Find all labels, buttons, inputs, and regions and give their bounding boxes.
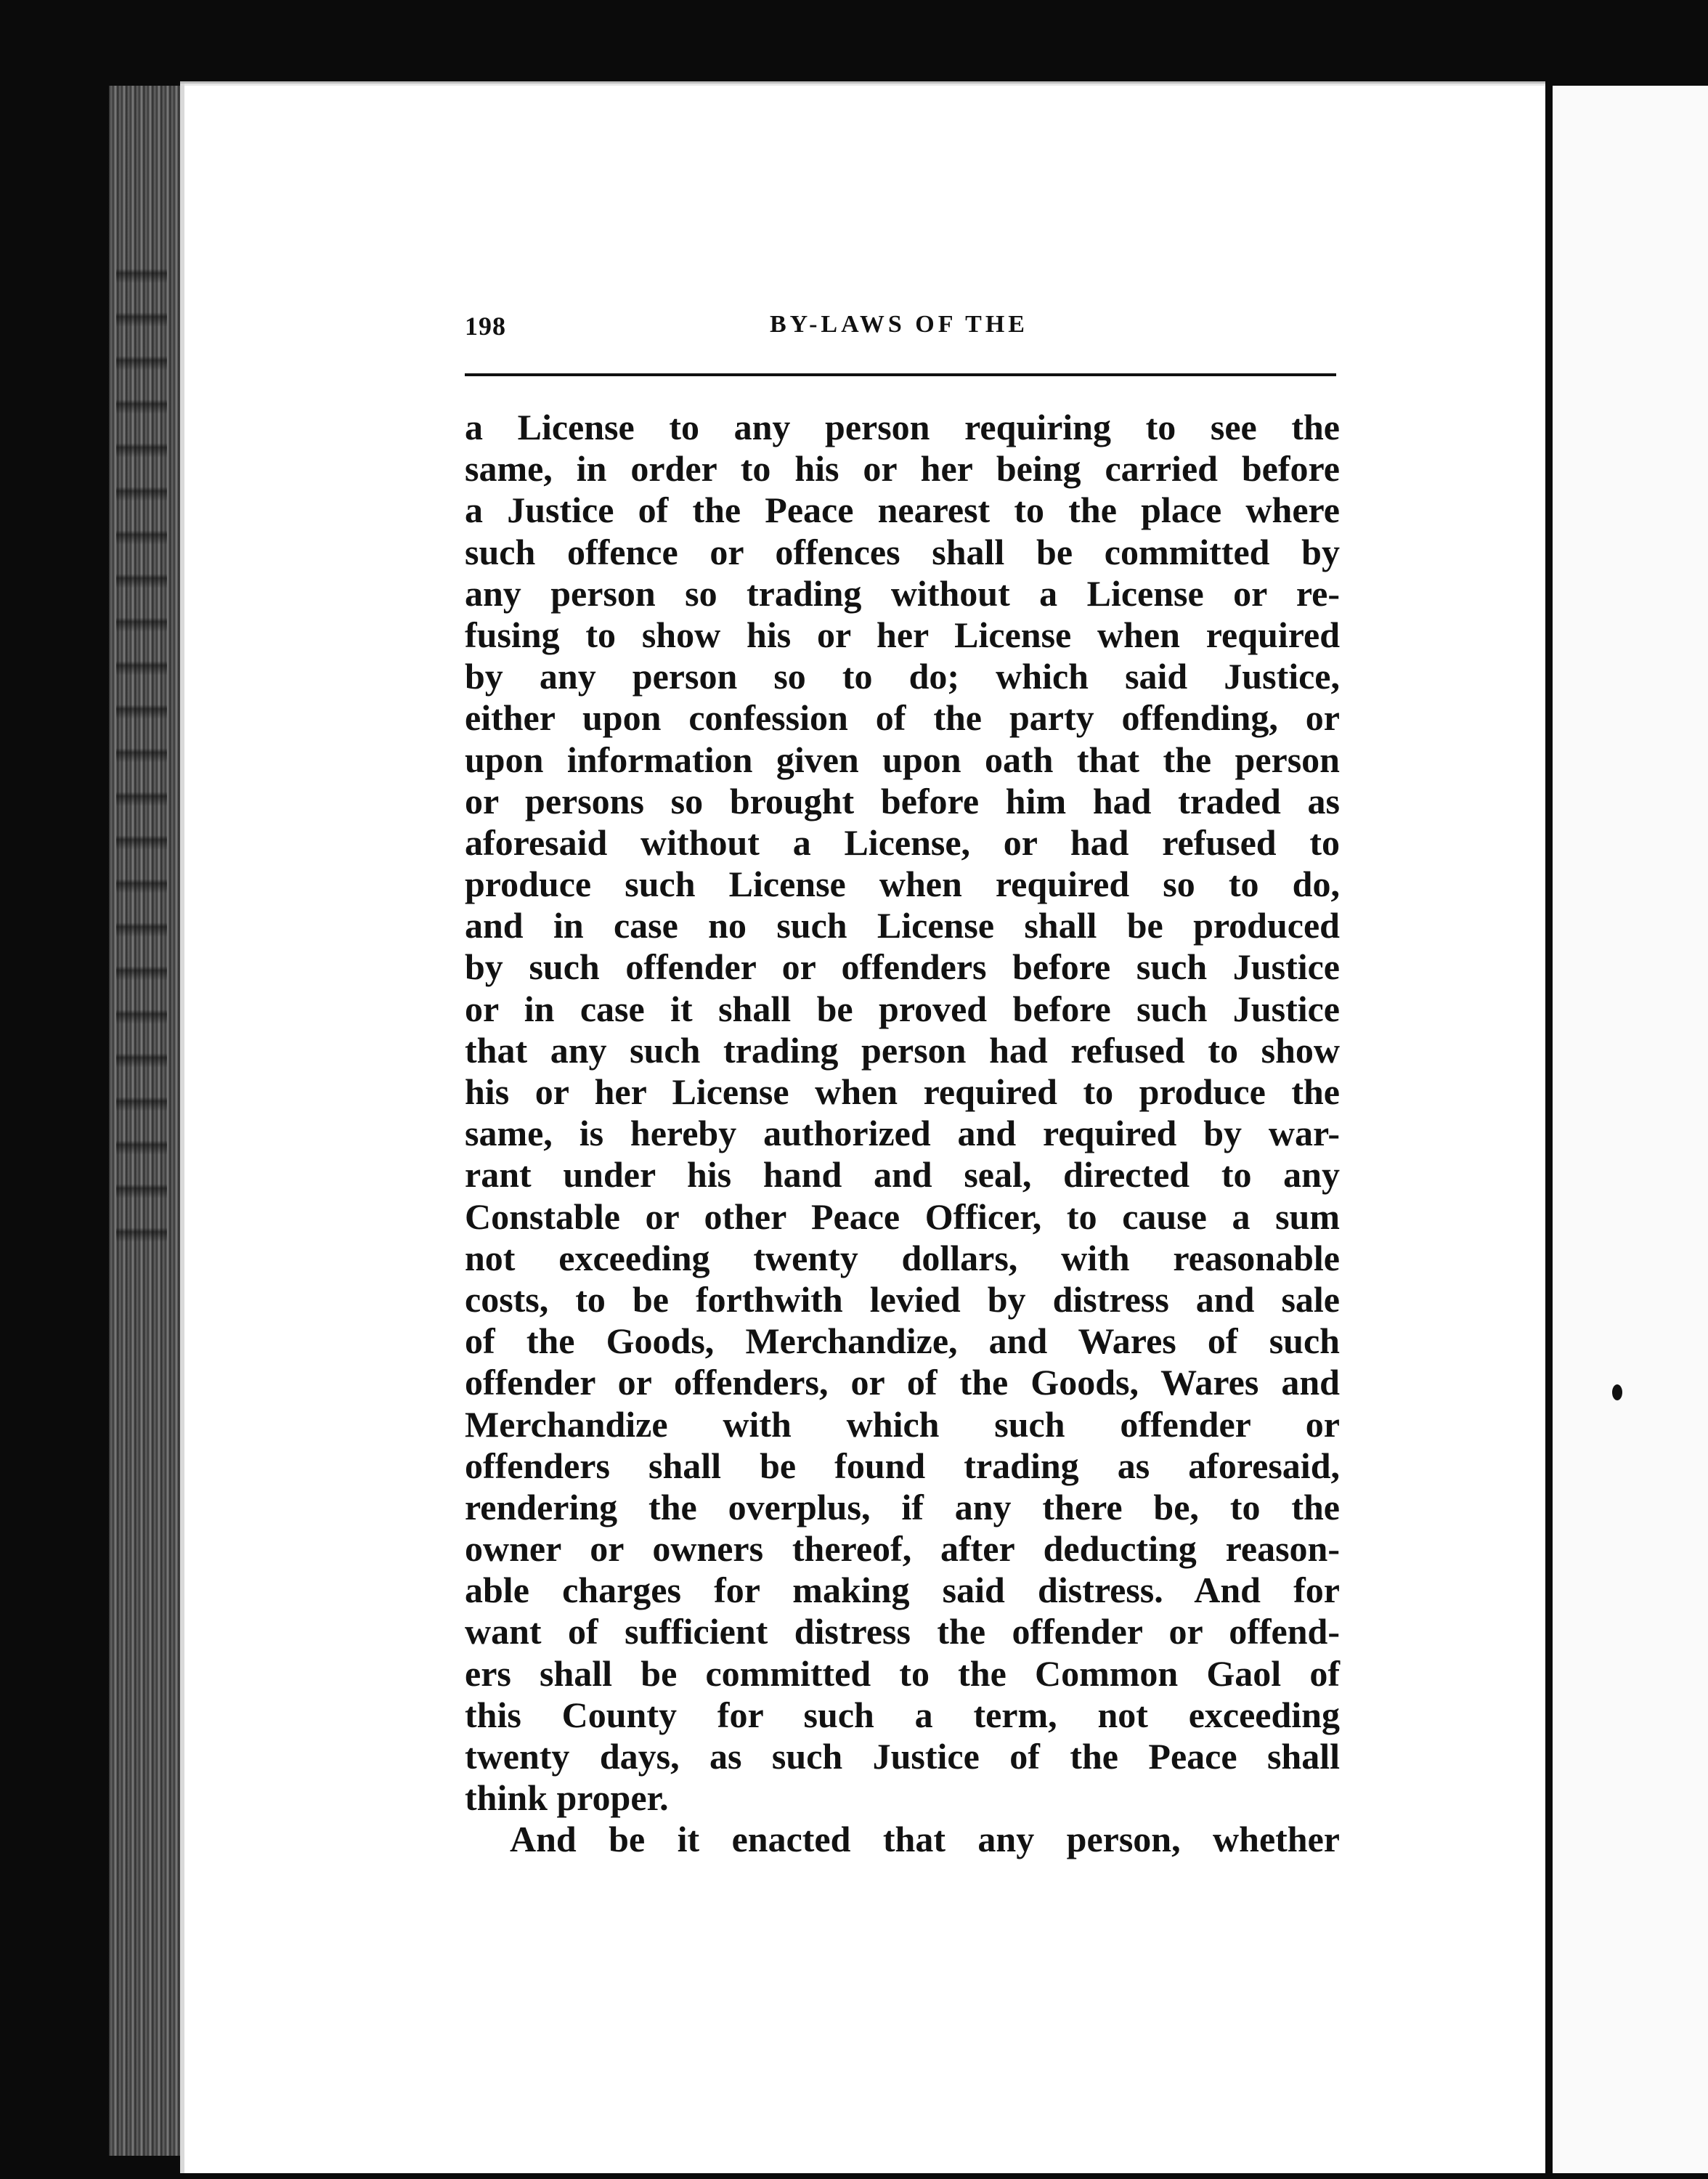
- text-line: any person so trading without a License or re-: [465, 572, 1340, 614]
- running-head: [465, 311, 1336, 347]
- text-line: rant under his hand and seal, directed to any: [465, 1154, 1340, 1196]
- text-line: that any such trading person had refused to show: [465, 1029, 1340, 1071]
- text-line: want of sufficient distress the offender or offend-: [465, 1611, 1340, 1652]
- text-line: by any person so to do; which said Justice,: [465, 656, 1340, 697]
- body-text: [465, 407, 1340, 1861]
- text-line: produce such License when required so to do,: [465, 864, 1340, 905]
- text-line-paragraph-end: think proper.: [465, 1777, 669, 1819]
- text-line: same, in order to his or her being carried before: [465, 448, 1340, 490]
- text-line: such offence or offences shall be committed by: [465, 531, 1340, 572]
- text-line-paragraph-start: And be it enacted that any person, whether: [510, 1819, 1340, 1860]
- text-line: same, is hereby authorized and required by war-: [465, 1113, 1340, 1154]
- text-line: by such offender or offenders before such Justice: [465, 946, 1340, 988]
- facing-page-mark: [1612, 1384, 1622, 1400]
- text-line: this County for such a term, not exceeding: [465, 1694, 1340, 1735]
- text-line: not exceeding twenty dollars, with reasonable: [465, 1237, 1340, 1278]
- text-line: upon information given upon oath that the person: [465, 739, 1340, 780]
- text-line: ers shall be committed to the Common Gaol of: [465, 1652, 1340, 1694]
- text-line: a License to any person requiring to see the: [465, 407, 1340, 447]
- text-line: offenders shall be found trading as aforesaid,: [465, 1445, 1340, 1486]
- text-line: Merchandize with which such offender or: [465, 1403, 1340, 1445]
- running-title: BY-LAWS OF THE: [770, 311, 1028, 338]
- text-line: rendering the overplus, if any there be, to the: [465, 1486, 1340, 1527]
- edge-stamp-marks: [116, 240, 167, 1257]
- text-line: or persons so brought before him had traded as: [465, 780, 1340, 821]
- text-line: either upon confession of the party offending, or: [465, 697, 1340, 739]
- text-line: able charges for making said distress. And for: [465, 1570, 1340, 1611]
- text-line: and in case no such License shall be produced: [465, 905, 1340, 946]
- text-line: costs, to be forthwith levied by distress and sale: [465, 1278, 1340, 1320]
- text-line: his or her License when required to produce the: [465, 1071, 1340, 1112]
- page-top-edge: [180, 81, 1545, 84]
- text-line: aforesaid without a License, or had refused to: [465, 821, 1340, 863]
- text-line: owner or owners thereof, after deducting reason-: [465, 1528, 1340, 1570]
- facing-page: [1553, 86, 1708, 2173]
- text-line: a Justice of the Peace nearest to the place where: [465, 490, 1340, 531]
- page-number: 198: [465, 312, 506, 341]
- header-rule: [465, 373, 1336, 376]
- text-line: or in case it shall be proved before such Justice: [465, 988, 1340, 1029]
- text-line: twenty days, as such Justice of the Peace shall: [465, 1736, 1340, 1777]
- text-line: offender or offenders, or of the Goods, Wares and: [465, 1362, 1340, 1403]
- text-line: fusing to show his or her License when required: [465, 614, 1340, 655]
- text-line: Constable or other Peace Officer, to cause a sum: [465, 1196, 1340, 1237]
- text-line: of the Goods, Merchandize, and Wares of such: [465, 1320, 1340, 1362]
